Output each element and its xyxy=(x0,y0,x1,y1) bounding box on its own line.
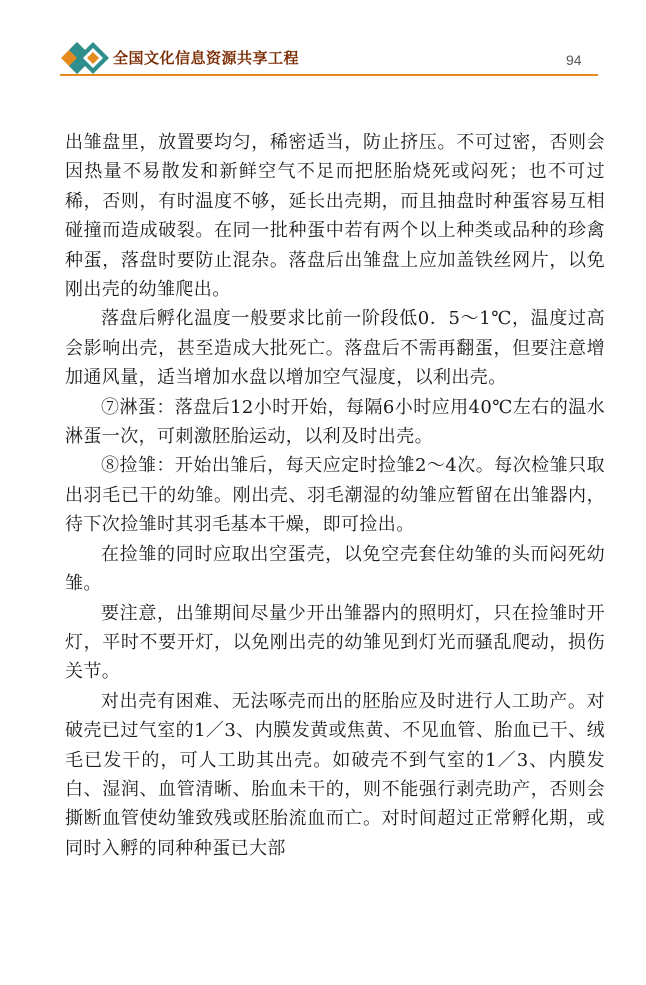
paragraph: 出雏盘里，放置要均匀，稀密适当，防止挤压。不可过密，否则会因热量不易散发和新鲜空气不足而把胚胎烧死或闷死；也不可过稀，否则，有时温度不够，延长出壳期，而且抽盘时种蛋容易互相碰撞而造成破裂。在同一批种蛋中若有两个以上种类或品种的珍禽种蛋，落盘时要防止混杂。落盘后出雏盘上应加盖铁丝网片，以免刚出壳的幼雏爬出。 xyxy=(65,132,605,301)
body-text xyxy=(65,128,605,863)
page-number: 94 xyxy=(566,52,582,68)
header-divider xyxy=(60,74,598,76)
paragraph: 对出壳有困难、无法啄壳而出的胚胎应及时进行人工助产。对破壳已过气室的1／3、内膜发黄或焦黄、不见血管、胎血已干、绒毛已发干的，可人工助其出壳。如破壳不到气室的1／3、内膜发白、湿润、血管清晰、胎血未干的，则不能强行剥壳助产，否则会撕断血管使幼雏致残或胚胎流血而亡。对时间超过正常孵化期，或同时入孵的同种种蛋已大部 xyxy=(65,690,605,859)
paragraph: 在捡雏的同时应取出空蛋壳，以免空壳套住幼雏的头而闷死幼雏。 xyxy=(65,543,605,595)
header-title: 全国文化信息资源共享工程 xyxy=(113,49,300,67)
page-header xyxy=(0,0,646,80)
paragraph: ⑦淋蛋：落盘后12小时开始，每隔6小时应用40℃左右的温水淋蛋一次，可刺激胚胎运动，以利及时出壳。 xyxy=(65,396,605,448)
paragraph: ⑧捡雏：开始出雏后，每天应定时捡雏2～4次。每次检雏只取出羽毛已干的幼雏。刚出壳、羽毛潮湿的幼雏应暂留在出雏器内，待下次捡雏时其羽毛基本干燥，即可捡出。 xyxy=(65,455,605,536)
paragraph: 要注意，出雏期间尽量少开出雏器内的照明灯，只在捡雏时开灯，平时不要开灯，以免刚出壳的幼雏见到灯光而骚乱爬动，损伤关节。 xyxy=(65,602,605,683)
paragraph: 落盘后孵化温度一般要求比前一阶段低0．5～1℃，温度过高会影响出壳，甚至造成大批死亡。落盘后不需再翻蛋，但要注意增加通风量，适当增加水盘以增加空气湿度，以利出壳。 xyxy=(65,308,605,389)
diamond-logo-icon xyxy=(60,41,116,75)
